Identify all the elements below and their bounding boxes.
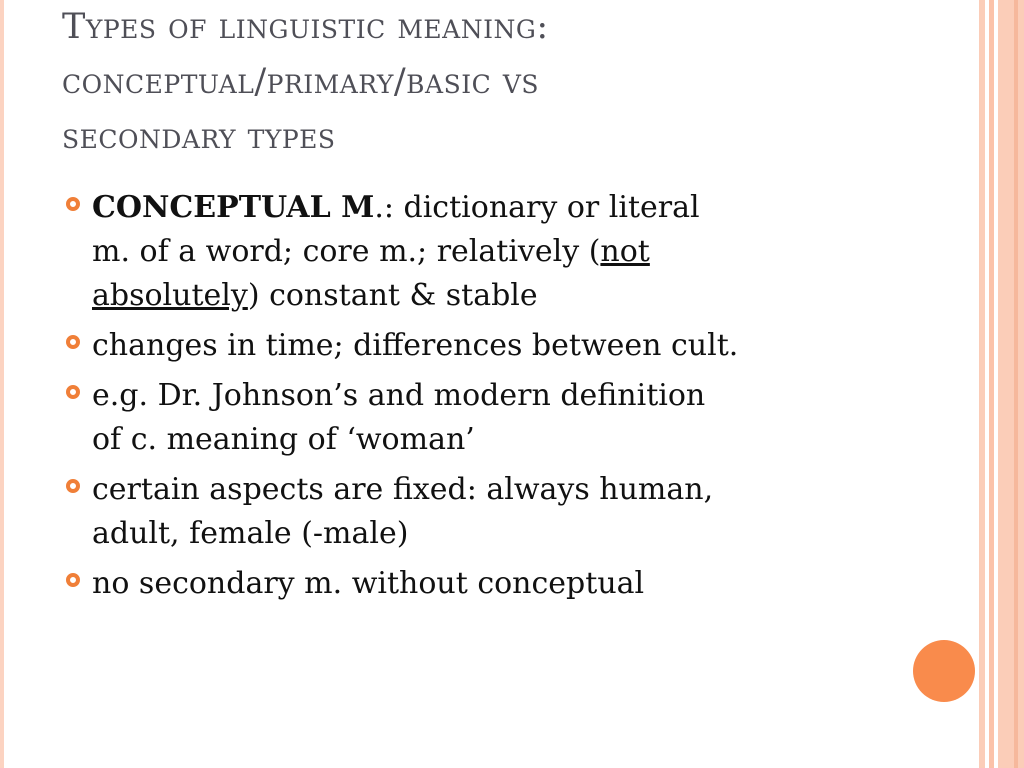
list-item [62, 374, 962, 462]
title-line: Types of linguistic meaning: [62, 7, 549, 47]
bullet-list [62, 186, 962, 612]
bullet-icon [66, 197, 80, 211]
item-text: adult, female (-male) [92, 516, 409, 551]
item-text: of c. meaning of ‘woman’ [92, 422, 475, 457]
bullet-icon [66, 479, 80, 493]
decorative-stripe [979, 0, 985, 768]
bullet-icon [66, 335, 80, 349]
item-text: changes in time; differences between cult. [92, 328, 739, 363]
decorative-circle [913, 640, 975, 702]
list-item [62, 468, 962, 556]
list-item [62, 324, 962, 368]
item-text: m. of a word; core m.; relatively ( [92, 234, 601, 269]
list-item [62, 562, 962, 606]
list-item [62, 186, 962, 318]
item-text: .: dictionary or literal [374, 190, 700, 225]
term-bold: CONCEPTUAL M [92, 190, 375, 225]
item-text: certain aspects are fixed: always human, [92, 472, 714, 507]
decorative-stripe [989, 0, 994, 768]
decorative-stripe [998, 0, 1024, 768]
slide-title [62, 0, 962, 165]
slide-left-border [0, 0, 4, 768]
underlined-text: absolutely [92, 278, 248, 313]
item-text: no secondary m. without conceptual [92, 566, 645, 601]
underlined-text: not [600, 234, 650, 269]
bullet-icon [66, 573, 80, 587]
title-line: secondary types [62, 117, 336, 157]
item-text: ) constant & stable [247, 278, 538, 313]
title-line: conceptual/primary/basic vs [62, 62, 540, 102]
decorative-stripe [1014, 0, 1018, 768]
item-text: e.g. Dr. Johnson’s and modern definition [92, 378, 706, 413]
bullet-icon [66, 385, 80, 399]
